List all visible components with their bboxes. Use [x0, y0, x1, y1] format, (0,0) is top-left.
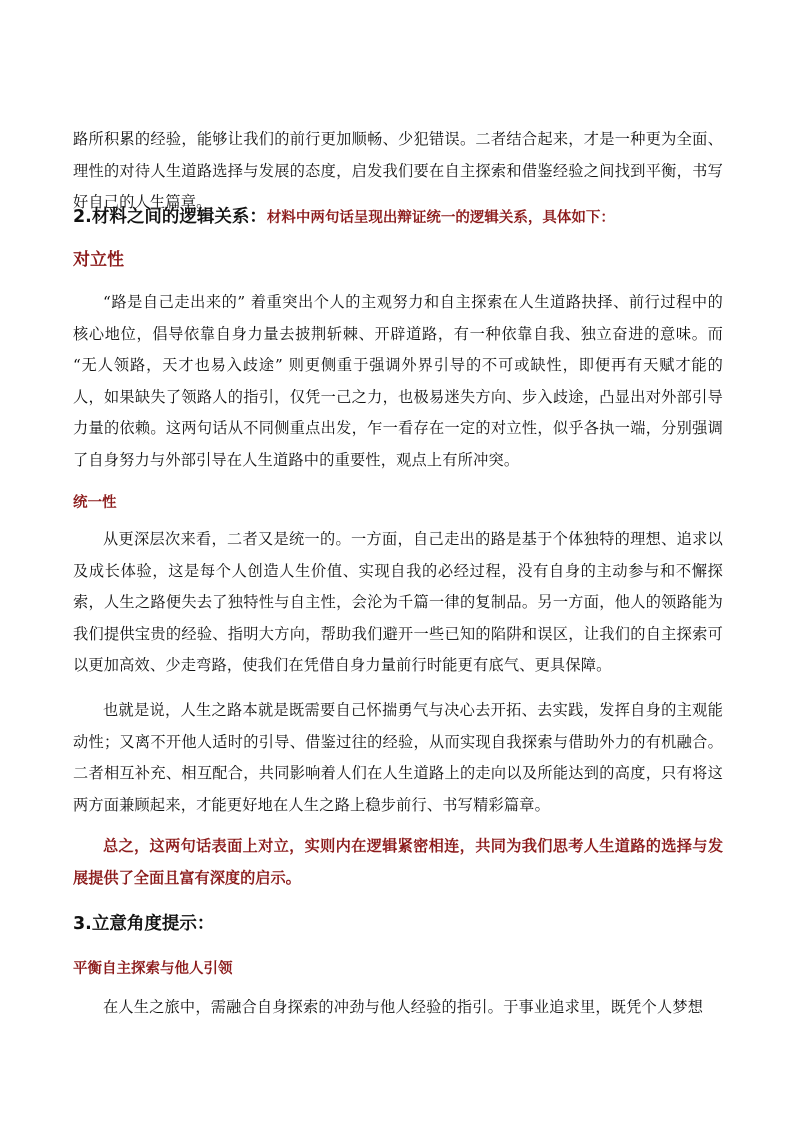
opposition-block — [73, 287, 723, 476]
section2-title: 2.材料之间的逻辑关系： — [73, 207, 267, 227]
opposition-heading — [73, 247, 723, 273]
unity-block-2 — [73, 695, 723, 821]
section3-title: 3.立意角度提示： — [73, 914, 215, 934]
intro-paragraph: 路所积累的经验，能够让我们的前行更加顺畅、少犯错误。二者结合起来，才是一种更为全面、理性的对待人生道路选择与发展的态度，启发我们要在自主探索和借鉴经验之间找到平衡，书写好自己的人生篇章。 — [73, 130, 723, 211]
unity-paragraph-2: 也就是说，人生之路本就是既需要自己怀揣勇气与决心去开拓、去实践，发挥自身的主观能动性；又离不开他人适时的引导、借鉴过往的经验，从而实现自我探索与借助外力的有机融合。二者相互补充、相互配合，共同影响着人们在人生道路上的走向以及所能达到的高度，只有将这两方面兼顾起来，才能更好地在人生之路上稳步前行、书写精彩篇章。 — [73, 701, 723, 814]
section2-subtext: 材料中两句话呈现出辩证统一的逻辑关系，具体如下： — [266, 209, 615, 226]
section2-heading — [73, 204, 723, 231]
section3-heading — [73, 911, 723, 937]
summary-paragraph: 总之，这两句话表面上对立，实则内在逻辑紧密相连，共同为我们思考人生道路的选择与发展提供了全面且富有深度的启示。 — [73, 837, 723, 887]
unity-heading — [73, 491, 723, 515]
summary-block — [73, 831, 723, 894]
unity-block-1 — [73, 524, 723, 682]
angle1-heading — [73, 957, 723, 981]
unity-title: 统一性 — [73, 494, 117, 511]
opposition-title: 对立性 — [73, 250, 124, 270]
angle1-paragraph: 在人生之旅中，需融合自身探索的冲劲与他人经验的指引。于事业追求里，既凭个人梦想 — [103, 998, 704, 1016]
unity-paragraph-1: 从更深层次来看，二者又是统一的。一方面，自己走出的路是基于个体独特的理想、追求以及成长体验，这是每个人创造人生价值、实现自我的必经过程，没有自身的主动参与和不懈探索，人生之路便失去了独特性与自主性，会沦为千篇一律的复制品。另一方面，他人的领路能为我们提供宝贵的经验、指明大方向，帮助我们避开一些已知的陷阱和误区，让我们的自主探索可以更加高效、少走弯路，使我们在凭借自身力量前行时能更有底气、更具保障。 — [73, 530, 723, 674]
angle1-block — [73, 992, 723, 1024]
opposition-paragraph: “路是自己走出来的” 着重突出个人的主观努力和自主探索在人生道路抉择、前行过程中的核心地位，倡导依靠自身力量去披荆斩棘、开辟道路，有一种依靠自我、独立奋进的意味。而 “无人领路，天才也易入歧途” 则更侧重于强调外界引导的不可或缺性，即便再有天赋才能的人，如果缺失了领路人的指引，仅凭一己之力，也极易迷失方向、步入歧途，凸显出对外部引导力量的依赖。这两句话从不同侧重点出发，乍一看存在一定的对立性，似乎各执一端，分别强调了自身努力与外部引导在人生道路中的重要性，观点上有所冲突。 — [73, 293, 723, 469]
angle1-title: 平衡自主探索与他人引领 — [73, 960, 233, 977]
